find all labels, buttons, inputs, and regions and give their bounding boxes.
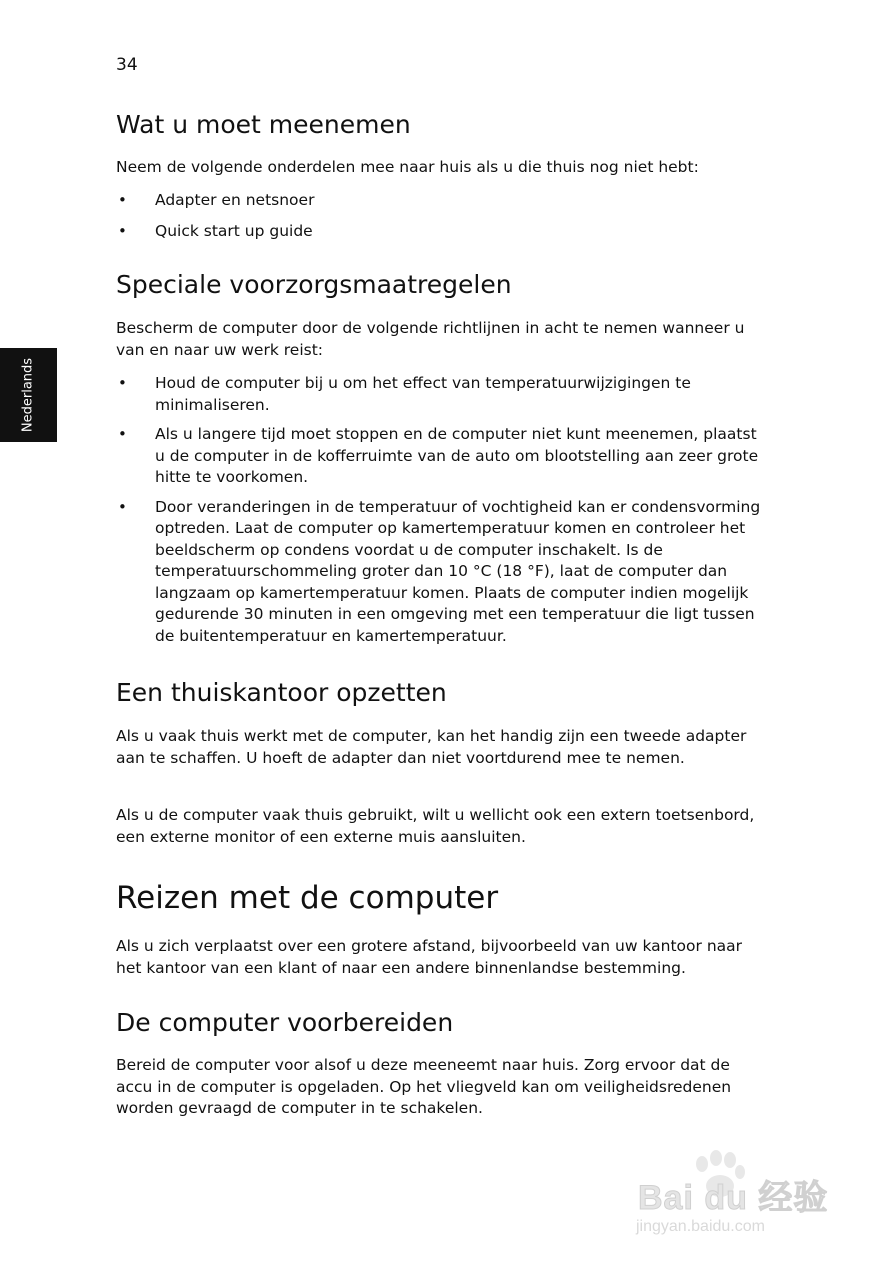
paragraph: Bescherm de computer door de volgende richtlijnen in acht te nemen wanneer u van en naar uw werk reist: [116, 319, 745, 359]
bullet-list [116, 373, 766, 647]
heading-wat-u-moet-meenemen: Wat u moet meenemen [116, 110, 411, 139]
watermark-url: jingyan.baidu.com [636, 1218, 765, 1235]
paragraph: Als u vaak thuis werkt met de computer, kan het handig zijn een tweede adapter aan te schaffen. U hoeft de adapter dan niet voortdurend mee te nemen. [116, 727, 747, 767]
list-item: • Quick start up guide [116, 221, 766, 243]
list-item: • Als u langere tijd moet stoppen en de computer niet kunt meenemen, plaatst u de computer in de kofferruimte van de auto om blootstelling aan zeer grote hitte te voorkomen. [116, 424, 766, 489]
paragraph: Bereid de computer voor alsof u deze meeneemt naar huis. Zorg ervoor dat de accu in de computer is opgeladen. Op het vliegveld kan om veiligheidsredenen worden gevraagd de computer in te schakelen. [116, 1056, 732, 1117]
language-tab [0, 348, 57, 442]
language-tab-label: Nederlands [20, 357, 36, 433]
page-number: 34 [116, 55, 138, 75]
paragraph: Neem de volgende onderdelen mee naar huis als u die thuis nog niet hebt: [116, 158, 699, 176]
list-item: • Houd de computer bij u om het effect van temperatuurwijzigingen te minimaliseren. [116, 373, 766, 416]
bullet-list [116, 190, 766, 242]
list-item: • Door veranderingen in de temperatuur of vochtigheid kan er condensvorming optreden. Laat de computer op kamertemperatuur komen en controleer het beeldscherm op condens voordat u de computer inschakelt. Is de temperatuurschommeling groter dan 10 °C (18 °F), laat de computer dan langzaam op kamertemperatuur komen. Plaats de computer indien mogelijk gedurende 30 minuten in een omgeving met een temperatuur die ligt tussen de buitentemperatuur en kamertemperatuur. [116, 497, 766, 648]
heading-een-thuiskantoor-opzetten: Een thuiskantoor opzetten [116, 678, 447, 707]
baidu-watermark [630, 1150, 850, 1250]
watermark-logo: Bai du 经验 [638, 1179, 829, 1217]
list-item: • Adapter en netsnoer [116, 190, 766, 212]
paragraph: Als u de computer vaak thuis gebruikt, wilt u wellicht ook een extern toetsenbord, een externe monitor of een externe muis aansluiten. [116, 806, 755, 846]
heading-speciale-voorzorgsmaatregelen: Speciale voorzorgsmaatregelen [116, 270, 512, 299]
heading-de-computer-voorbereiden: De computer voorbereiden [116, 1008, 454, 1037]
paragraph: Als u zich verplaatst over een grotere afstand, bijvoorbeeld van uw kantoor naar het kantoor van een klant of naar een andere binnenlandse bestemming. [116, 937, 743, 977]
heading-reizen-met-de-computer: Reizen met de computer [116, 880, 499, 916]
